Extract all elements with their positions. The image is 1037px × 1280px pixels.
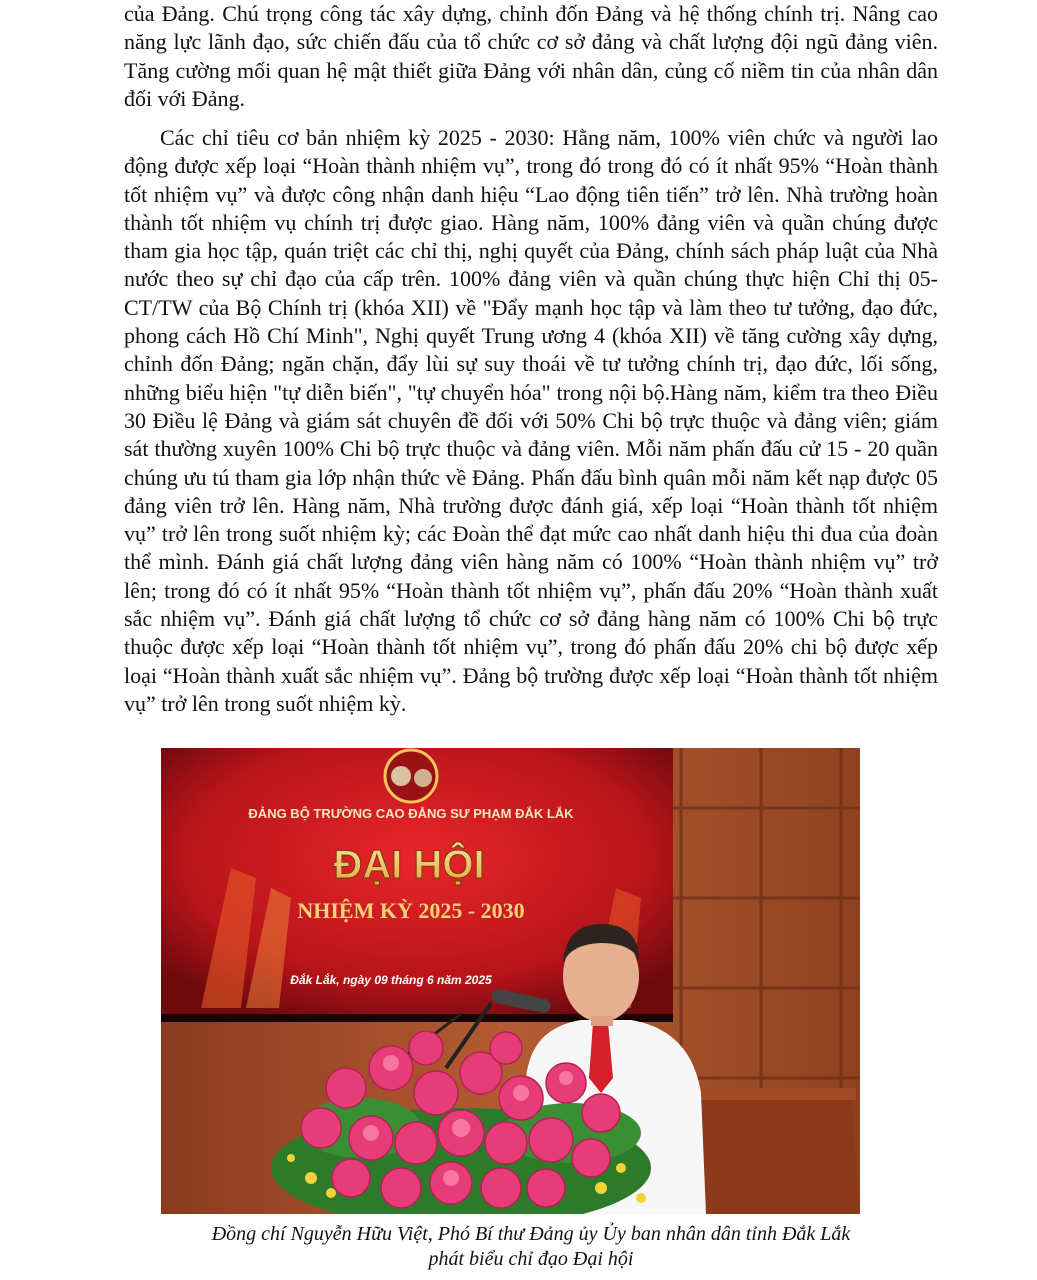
caption-line-1: Đồng chí Nguyễn Hữu Việt, Phó Bí thư Đảng ủy Ủy ban nhân dân tỉnh Đắk Lắk [211, 1223, 851, 1245]
photo-caption [124, 1222, 938, 1272]
body-paragraph-2: Các chỉ tiêu cơ bản nhiệm kỳ 2025 - 2030: Hằng năm, 100% viên chức và người lao động được xếp loại “Hoàn thành nhiệm vụ”, trong đó trong đó có ít nhất 95% “Hoàn thành tốt nhiệm vụ” và được công nhận danh hiệu “Lao động tiên tiến” trở lên. Nhà trường hoàn thành tốt nhiệm vụ chính trị được giao. Hàng năm, 100% đảng viên và quần chúng được tham gia học tập, quán triệt các chỉ thị, nghị quyết của Đảng, chính sách pháp luật của Nhà nước theo sự chỉ đạo của cấp trên. 100% đảng viên và quần chúng thực hiện Chỉ thị 05-CT/TW của Bộ Chính trị (khóa XII) về "Đẩy mạnh học tập và làm theo tư tưởng, đạo đức, phong cách Hồ Chí Minh", Nghị quyết Trung ương 4 (khóa XII) về tăng cường xây dựng, chỉnh đốn Đảng; ngăn chặn, đẩy lùi sự suy thoái về tư tưởng chính trị, đạo đức, lối sống, những biểu hiện "tự diễn biến", "tự chuyển hóa" trong nội bộ.Hàng năm, kiểm tra theo Điều 30 Điều lệ Đảng và giám sát chuyên đề đối với 50% Chi bộ trực thuộc và đảng viên; giám sát thường xuyên 100% Chi bộ trực thuộc và đảng viên. Mỗi năm phấn đấu cử 15 - 20 quần chúng ưu tú tham gia lớp nhận thức về Đảng. Phấn đấu bình quân mỗi năm kết nạp được 05 đảng viên trở lên. Hàng năm, Nhà trường được đánh giá, xếp loại “Hoàn thành tốt nhiệm vụ” trở lên trong suốt nhiệm kỳ; các Đoàn thể đạt mức cao nhất danh hiệu thi đua của đoàn thể mình. Đánh giá chất lượng đảng viên hàng năm có 100% “Hoàn thành nhiệm vụ” trở lên; trong đó có ít nhất 95% “Hoàn thành tốt nhiệm vụ”, phấn đấu 20% “Hoàn thành xuất sắc nhiệm vụ”. Đánh giá chất lượng tổ chức cơ sở đảng hàng năm có 100% Chi bộ trực thuộc được xếp loại “Hoàn thành tốt nhiệm vụ”, trong đó phấn đấu 20% chi bộ được xếp loại “Hoàn thành xuất sắc nhiệm vụ”. Đảng bộ trường được xếp loại “Hoàn thành tốt nhiệm vụ” trở lên trong suốt nhiệm kỳ. [124, 125, 938, 716]
screen-date-text: Đắk Lắk, ngày 09 tháng 6 năm 2025 [290, 973, 492, 987]
screen-title-text: ĐẠI HỘI [333, 843, 485, 887]
caption-line-2: phát biểu chỉ đạo Đại hội [428, 1248, 634, 1270]
screen-term-text: NHIỆM KỲ 2025 - 2030 [297, 898, 525, 923]
body-paragraph-1: của Đảng. Chú trọng công tác xây dựng, chỉnh đốn Đảng và hệ thống chính trị. Nâng cao năng lực lãnh đạo, sức chiến đấu của tổ chức cơ sở đảng và chất lượng đội ngũ đảng viên. Tăng cường mối quan hệ mật thiết giữa Đảng với nhân dân, củng cố niềm tin của nhân dân đối với Đảng. [124, 1, 938, 111]
screen-org-text: ĐẢNG BỘ TRƯỜNG CAO ĐẲNG SƯ PHẠM ĐẮK LẮK [248, 806, 574, 821]
congress-photo [161, 748, 860, 1214]
